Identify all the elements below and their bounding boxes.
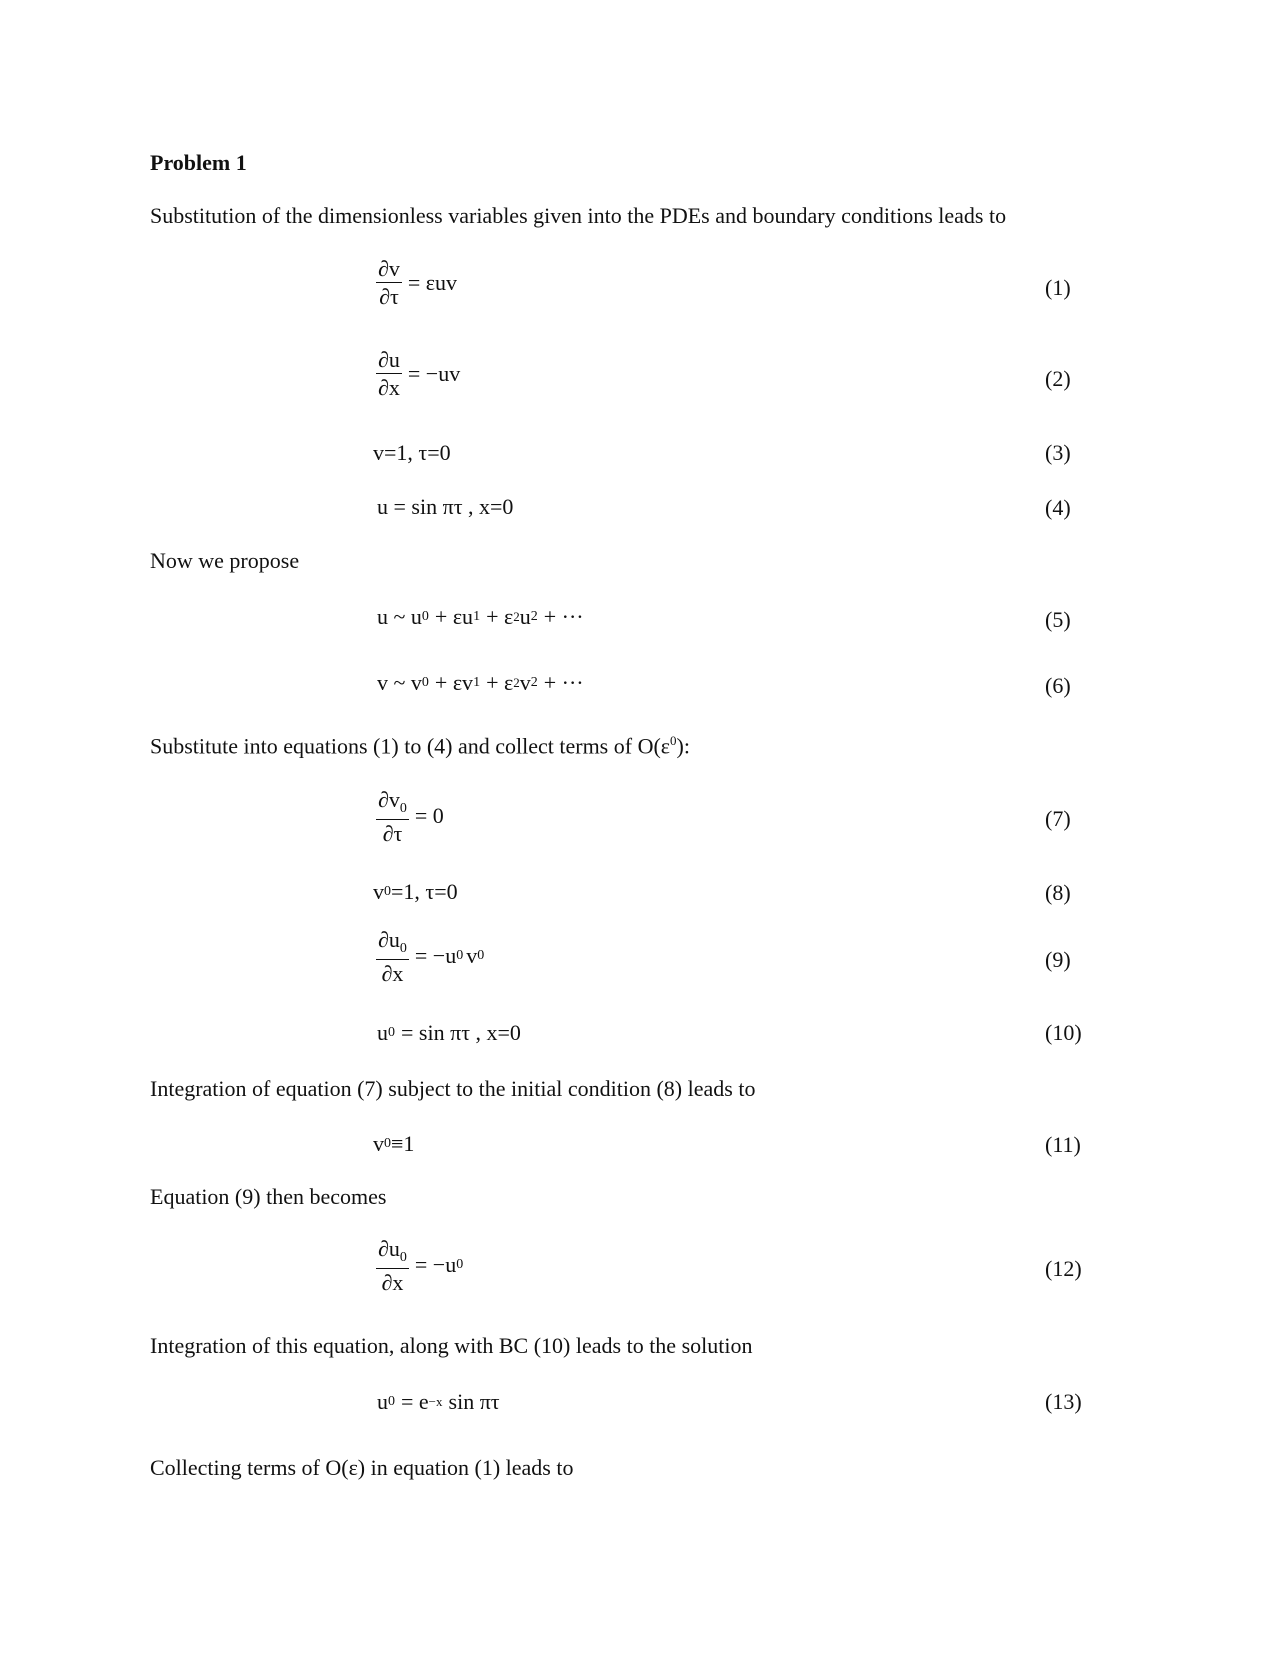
equation-3: v=1, τ=0 (373, 440, 451, 465)
equation-number: (3) (1045, 440, 1071, 465)
propose-paragraph: Now we propose (150, 548, 300, 573)
equation-2: $\frac{\partial u}{\partial x}$ = −uv (378, 347, 461, 401)
equation-6: v ~ v 0 + εv 1 + ε 2 v 2 + ··· (377, 670, 584, 695)
equation-number: (2) (1045, 366, 1071, 391)
fraction: $\frac{\partial u_0}{\partial x}$ (378, 1236, 407, 1295)
equation-7: $\frac{\partial v_0}{\partial\tau}$ = 0 (378, 787, 444, 846)
equation-number: (11) (1045, 1132, 1081, 1157)
equation-1: $\frac{\partial v}{\partial\tau}$ = εuv (378, 256, 458, 310)
equation-number: (5) (1045, 607, 1071, 632)
equation-8: v 0 =1, τ=0 (373, 879, 458, 904)
integration-paragraph: Integration of equation (7) subject to the initial condition (8) leads to (150, 1076, 756, 1101)
equation-number: (10) (1045, 1020, 1082, 1045)
equation-number: (12) (1045, 1256, 1082, 1281)
equation-number: (6) (1045, 673, 1071, 698)
becomes-paragraph: Equation (9) then becomes (150, 1184, 387, 1209)
equation-number: (7) (1045, 806, 1071, 831)
equation-9: $\frac{\partial u_0}{\partial x}$ = −u 0 v 0 (378, 927, 485, 986)
fraction: $\frac{\partial v}{\partial\tau}$ (378, 256, 400, 310)
intro-paragraph: Substitution of the dimensionless variables given into the PDEs and boundary conditions leads to (150, 203, 1007, 228)
fraction: $\frac{\partial u_0}{\partial x}$ (378, 927, 407, 986)
equation-4: u = sin πτ , x=0 (377, 494, 514, 519)
order-epsilon-paragraph: Collecting terms of O(ε) in equation (1) leads to (150, 1455, 574, 1480)
equation-number: (9) (1045, 947, 1071, 972)
equation-10: u 0 = sin πτ , x=0 (377, 1020, 521, 1045)
equation-number: (4) (1045, 495, 1071, 520)
equation-13: u 0 = e −x sin πτ (377, 1389, 500, 1414)
equation-number: (1) (1045, 275, 1071, 300)
fraction: $\frac{\partial u}{\partial x}$ (378, 347, 400, 401)
equation-5: u ~ u 0 + εu 1 + ε 2 u 2 + ··· (377, 604, 584, 629)
fraction: $\frac{\partial v_0}{\partial\tau}$ (378, 787, 407, 846)
equation-12: $\frac{\partial u_0}{\partial x}$ = −u 0 (378, 1236, 464, 1295)
equation-number: (8) (1045, 880, 1071, 905)
equation-number: (13) (1045, 1389, 1082, 1414)
equation-11: v 0 ≡1 (373, 1131, 415, 1156)
collect-terms-paragraph: Substitute into equations (1) to (4) and collect terms of $O(\varepsilon^0)$: (150, 733, 690, 759)
solution-paragraph: Integration of this equation, along with BC (10) leads to the solution (150, 1333, 753, 1358)
problem-heading: Problem 1 (150, 150, 247, 175)
